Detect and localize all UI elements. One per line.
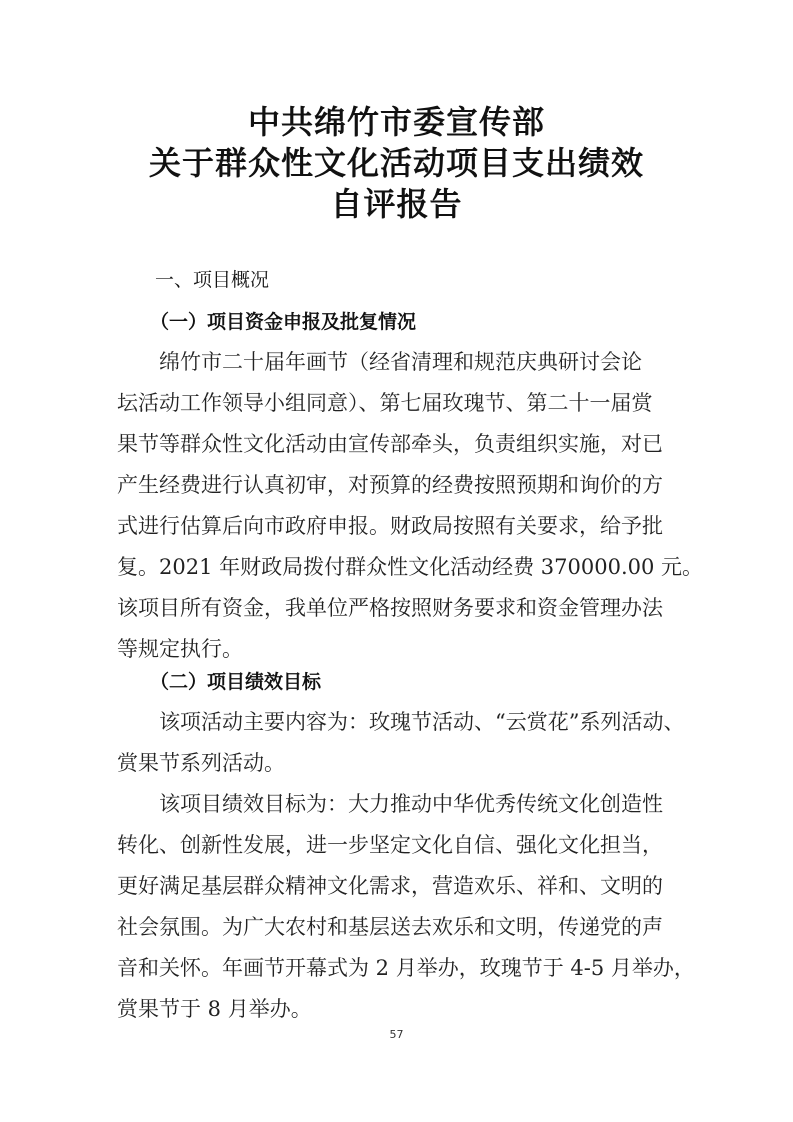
report-title-line-3: 自评报告 <box>330 185 463 223</box>
paragraph-line: 赏果节于 8 月举办。 <box>117 997 312 1021</box>
paragraph-line: 等规定执行。 <box>117 637 243 661</box>
paragraph-funding <box>117 342 704 670</box>
page-number: 57 <box>389 1028 404 1041</box>
paragraph-line: 坛活动工作领导小组同意）、第七届玫瑰节、第二十一届赏 <box>117 391 653 415</box>
paragraph-line: 该项活动主要内容为：玫瑰节活动、“云赏花”系列活动、 <box>159 710 685 734</box>
paragraph-line: 复。2021 年财政局拨付群众性文化活动经费 370000.00 元。 <box>117 555 704 579</box>
paragraph-line: 产生经费进行认真初审，对预算的经费按照预期和询价的方 <box>117 473 663 497</box>
paragraph-performance-goals <box>117 784 695 1030</box>
paragraph-line: 该项目绩效目标为：大力推动中华优秀传统文化创造性 <box>159 792 663 816</box>
paragraph-line: 社会氛围。为广大农村和基层送去欢乐和文明，传递党的声 <box>117 915 663 939</box>
paragraph-line: 转化、创新性发展，进一步坚定文化自信、强化文化担当， <box>117 833 663 857</box>
paragraph-line: 赏果节系列活动。 <box>117 751 285 775</box>
paragraph-line: 式进行估算后向市政府申报。财政局按照有关要求，给予批 <box>117 514 663 538</box>
subsection-heading-performance-goals: （二）项目绩效目标 <box>150 671 322 693</box>
paragraph-line: 果节等群众性文化活动由宣传部牵头，负责组织实施，对已 <box>117 432 663 456</box>
paragraph-line: 该项目所有资金，我单位严格按照财务要求和资金管理办法 <box>117 596 663 620</box>
paragraph-line: 绵竹市二十届年画节（经省清理和规范庆典研讨会论 <box>159 350 642 374</box>
paragraph-line: 音和关怀。年画节开幕式为 2 月举办，玫瑰节于 4-5 月举办， <box>117 956 695 980</box>
section-heading-project-overview: 一、项目概况 <box>155 269 270 291</box>
paragraph-activity-content <box>117 702 685 784</box>
subsection-heading-funding: （一）项目资金申报及批复情况 <box>150 311 417 333</box>
report-title-line-2: 关于群众性文化活动项目支出绩效 <box>148 144 644 182</box>
report-title-line-1: 中共绵竹市委宣传部 <box>247 103 545 141</box>
paragraph-line: 更好满足基层群众精神文化需求，营造欢乐、祥和、文明的 <box>117 874 663 898</box>
